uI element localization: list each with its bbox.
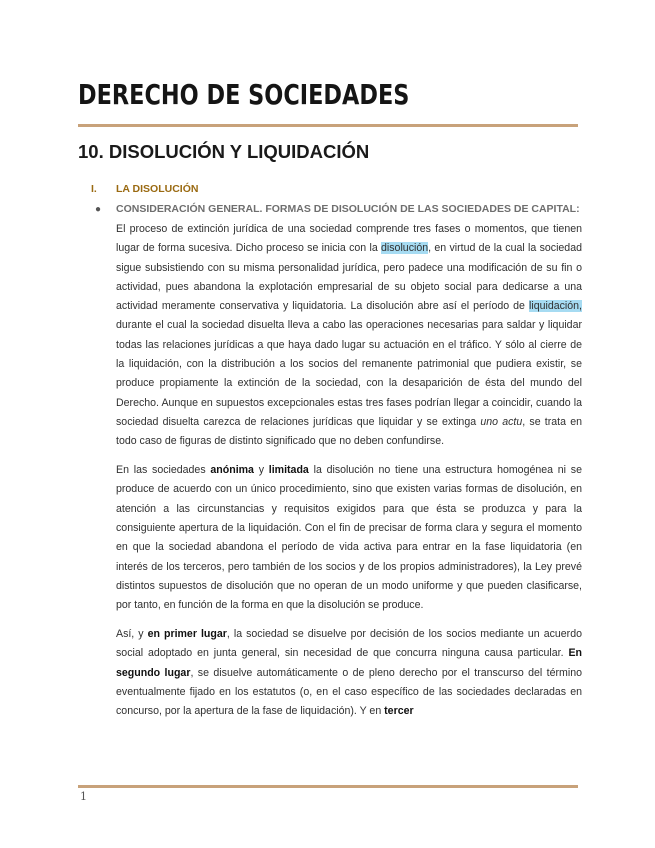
text-run: durante el cual la sociedad disuelta lleva a cabo las operaciones necesarias para saldar y liquidar todas las relaciones jurídicas a que haya dado lugar su actuación en el tráfico. Y sólo al cierre de la liquidación, con la distribución a los socios del remanente patrimonial que pudiera existir, se produce propiamente la extinción de la sociedad, con la desaparición de ésta del mundo del Derecho. Aunque en supuestos excepcionales estas tres fases podrían llegar a coincidir, cuando la sociedad disuelta carezca de relaciones jurídicas que liquidar y se extinga — [116, 319, 582, 428]
bold-term-primer-lugar: en primer lugar — [147, 627, 227, 640]
text-run: la disolución no tiene una estructura homogénea ni se produce de acuerdo con un único procedimiento, sino que existen varias formas de disolución, en atención a las circunstancias y requisitos exigidos para que ésta se produzca y para la consiguiente apertura de la liquidación. Con el fin de precisar de forma clara y segura el momento en que la sociedad abandona el período de vida activa para entrar en la fase liquidatoria (en interés de los terceros, pero también de los socios y de los propios administradores), la Ley prevé distintos supuestos de disolución que no operan de un modo uniforme y que pueden clasificarse, por tanto, en función de la forma en que la disolución se produce. — [116, 464, 582, 612]
footer-divider — [78, 785, 578, 788]
paragraph-1 — [116, 220, 582, 452]
highlight-disolucion: disolución — [381, 242, 429, 255]
bold-term-limitada: limitada — [268, 464, 309, 477]
document-title: DERECHO DE SOCIEDADES — [78, 78, 410, 111]
header-divider — [78, 124, 578, 127]
text-run: Así, y — [116, 627, 148, 640]
italic-term: uno actu — [480, 415, 523, 428]
text-run: En las sociedades — [116, 464, 211, 477]
text-run: , se disuelve automáticamente o de pleno derecho por el transcurso del término eventualmente fijado en los estatutos (o, en el caso específico de las sociedades declaradas en concurso, por la apertura de la fase de liquidación). Y en — [116, 666, 583, 718]
chapter-title: 10. DISOLUCIÓN Y LIQUIDACIÓN — [78, 141, 370, 162]
text-run: , se trata en todo caso de figuras de distinto significado que no deben confundirse. — [116, 415, 582, 448]
section-number: I. — [91, 183, 97, 195]
subsection-title: CONSIDERACIÓN GENERAL. FORMAS DE DISOLUCIÓN DE LAS SOCIEDADES DE CAPITAL: — [116, 203, 580, 215]
section-title: LA DISOLUCIÓN — [116, 183, 199, 195]
bold-term-anonima: anónima — [210, 464, 254, 477]
text-run: y — [253, 464, 269, 477]
highlight-liquidacion: liquidación, — [528, 300, 582, 313]
bold-term-segundo-lugar: En segundo lugar — [116, 647, 582, 679]
text-run: , la sociedad se disuelve por decisión de los socios mediante un acuerdo social adoptado en junta general, sin necesidad de que concurra ninguna causa particular. — [116, 627, 582, 660]
paragraph-2 — [116, 461, 582, 615]
text-run: El proceso de extinción jurídica de una sociedad comprende tres fases o momentos, que tienen lugar de forma sucesiva. Dicho proceso se inicia con la — [116, 223, 582, 255]
bold-term-tercer: tercer — [384, 705, 414, 718]
body-text — [116, 220, 582, 721]
text-run: , en virtud de la cual la sociedad sigue subsistiendo con su misma personalidad jurídica, pero padece una modificación de su fin o actividad, pues abandona la explotación empresarial de su objeto social para dedicarse a una actividad meramente conservativa y liquidatoria. La disolución abre así el período de — [116, 242, 582, 313]
paragraph-3 — [116, 625, 582, 721]
page-number: 1 — [80, 790, 87, 803]
bullet-icon: ● — [95, 204, 102, 215]
